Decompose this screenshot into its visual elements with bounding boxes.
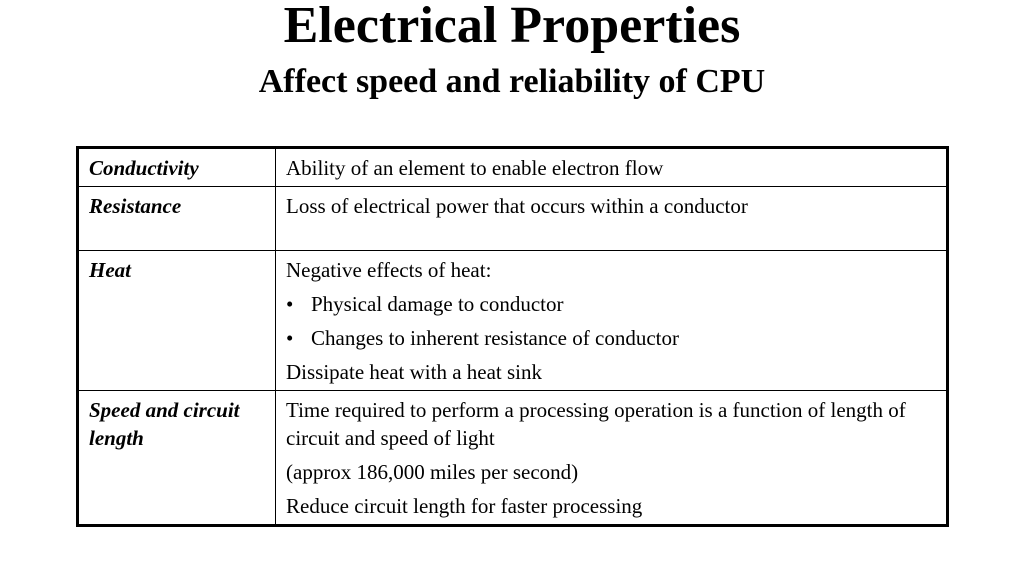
table-row [78, 391, 948, 526]
description-line: Ability of an element to enable electron flow [286, 156, 664, 180]
term-cell: Speed and circuit length [78, 391, 276, 526]
bullet-text: Physical damage to conductor [311, 292, 564, 316]
description-cell [276, 187, 948, 251]
term-cell: Heat [78, 251, 276, 391]
description-cell [276, 148, 948, 187]
table-row [78, 148, 948, 187]
bullet-item [286, 324, 936, 352]
term-cell: Conductivity [78, 148, 276, 187]
slide-title: Electrical Properties [283, 0, 741, 54]
description-line: Reduce circuit length for faster processing [286, 494, 643, 518]
description-cell [276, 391, 948, 526]
bullet-list [286, 290, 936, 352]
description-line: Dissipate heat with a heat sink [286, 360, 543, 384]
description-line: Time required to perform a processing operation is a function of length of circuit and speed of light [286, 398, 906, 450]
description-cell [276, 251, 948, 391]
table-row [78, 251, 948, 391]
bullet-text: Changes to inherent resistance of conductor [311, 326, 679, 350]
slide-subtitle: Affect speed and reliability of CPU [258, 63, 766, 100]
description-line: (approx 186,000 miles per second) [286, 460, 579, 484]
bullet-icon: • [286, 326, 294, 350]
term-cell: Resistance [78, 187, 276, 251]
table-row [78, 187, 948, 251]
bullet-item [286, 290, 936, 318]
properties-table [76, 146, 949, 527]
description-line: Negative effects of heat: [286, 258, 492, 282]
description-line: Loss of electrical power that occurs within a conductor [286, 194, 748, 218]
bullet-icon: • [286, 292, 294, 316]
